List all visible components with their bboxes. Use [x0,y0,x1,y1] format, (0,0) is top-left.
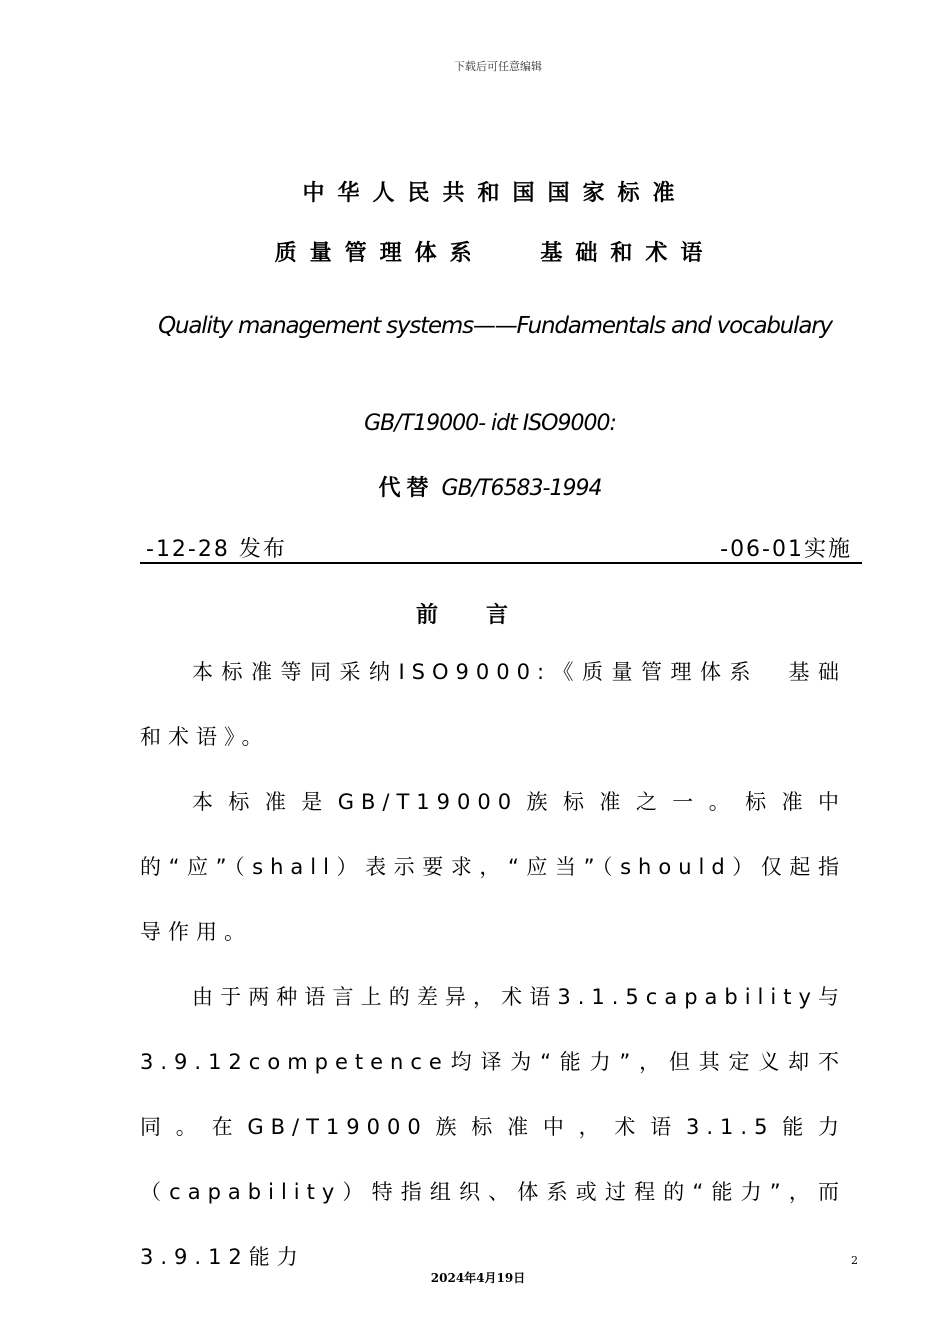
preface-heading: 前言 [415,603,556,628]
divider-line [140,562,862,564]
footer-date: 2024年4月19日 [430,1271,526,1285]
issue-date: -12-28 发布 [146,537,287,562]
preface-body [140,640,846,1290]
effective-date: -06-01实施 [720,537,852,562]
paragraph: 由于两种语言上的差异，术语3.1.5capability与3.9.12competence均译为“能力”，但其定义却不同。在GB/T19000族标准中，术语3.1.5能力（capability）特指组织、体系或过程的“能力”，而3.9.12能力 [140,985,846,1269]
replaces-line [0,471,950,502]
standard-category-title: 中华人民共和国国家标准 [302,181,688,206]
standard-english-title: Quality management systems——Fundamentals and vocabulary [158,313,832,339]
paragraph: 本标准等同采纳ISO9000:《质量管理体系 基础和术语》。 [140,660,846,749]
standard-chinese-title: 质量管理体系 基础和术语 [274,241,716,266]
paragraph: 本标准是GB/T19000族标准之一。标准中的“应”（shall）表示要求，“应当”（should）仅起指导作用。 [140,790,846,944]
page-number: 2 [851,1254,858,1267]
standard-number: GB/T19000- idt ISO9000: [364,411,616,436]
download-note: 下载后可任意编辑 [454,60,542,73]
replaces-code: GB/T6583-1994 [441,476,602,501]
replaces-label: 代替 [378,476,435,501]
